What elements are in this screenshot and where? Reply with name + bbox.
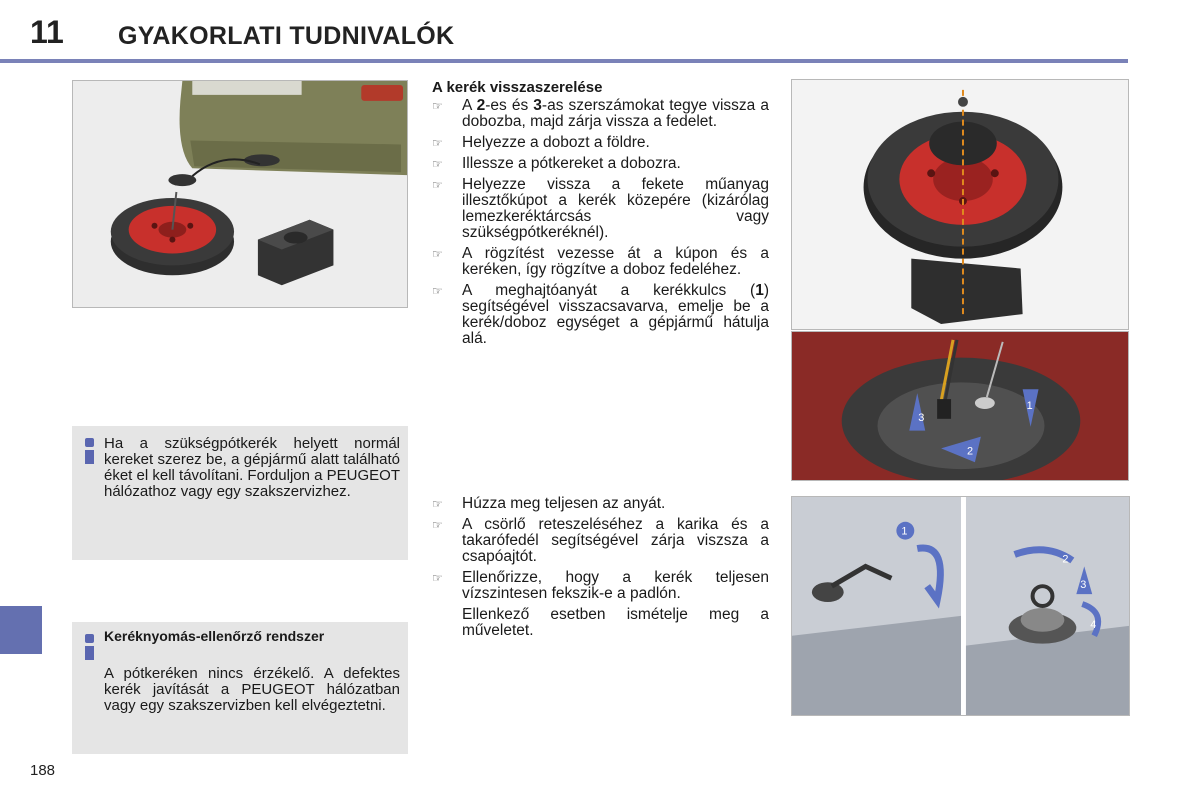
pointing-hand-icon: ☞ [432,497,443,511]
pointing-hand-icon: ☞ [432,157,443,171]
illustration-car-spare-wheel [72,80,408,308]
info-box-tyre-pressure [72,622,408,754]
illustration-winch-lock [791,496,1130,716]
repeat-note: Ellenkező esetben ismételje meg a műveletet. [462,606,769,639]
chapter-title: GYAKORLATI TUDNIVALÓK [118,22,455,50]
header-rule [0,59,1128,63]
info-box-text: A pótkeréken nincs érzékelő. A defektes kerék javítását a PEUGEOT hálózatban vagy egy szakszervizben kell elvégeztetni. [104,665,400,714]
winch-label-1: 1 [901,525,908,538]
list-item: ☞ Ellenőrizze, hogy a kerék teljesen vízszintesen fekszik-e a padlón. [432,569,769,602]
illustration-wheel-on-box [791,79,1129,330]
arrow-label-3: 3 [918,411,925,424]
list-item: ☞ A csörlő reteszeléséhez a karika és a takarófedél segítségével zárja viszsza a csapóajtót. [432,516,769,565]
list-item: ☞ A 2-es és 3-as szerszámokat tegye vissza a dobozba, majd zárja vissza a fedelet. [432,97,769,130]
winch-label-3: 3 [1080,579,1087,592]
pointing-hand-icon: ☞ [432,518,443,532]
list-item: ☞ A meghajtóanyát a kerékkulcs (1) segítségével visszacsavarva, emelje be a kerék/doboz egységet a gépjármű hátulja alá. [432,282,769,347]
pointing-hand-icon: ☞ [432,99,443,113]
list-item: ☞ A rögzítést vezesse át a kúpon és a keréken, így rögzítve a doboz fedeléhez. [432,245,769,278]
arrow-label-2: 2 [966,445,974,458]
info-box-text: Ha a szükségpótkerék helyett normál kereket szerez be, a gépjármű alatt található éket el kell távolítani. Forduljon a PEUGEOT hálózathoz vagy egy szakszervizhez. [104,435,400,500]
chapter-number: 11 [30,14,64,50]
pointing-hand-icon: ☞ [432,571,443,585]
chapter-side-tab [0,606,42,654]
pointing-hand-icon: ☞ [432,136,443,150]
illustration-fixing-nut-arrows [791,331,1129,481]
section-heading: A kerék visszaszerelése [432,79,603,96]
winch-label-4: 4 [1090,618,1097,631]
pointing-hand-icon: ☞ [432,284,443,298]
list-item: ☞ Húzza meg teljesen az anyát. [432,495,666,512]
steps-list-upper [432,98,769,352]
pointing-hand-icon: ☞ [432,178,443,192]
winch-label-2: 2 [1062,553,1069,566]
steps-list-lower [432,496,769,639]
info-box-title: Keréknyomás-ellenőrző rendszer [104,628,325,644]
info-box-normal-wheel [72,426,408,560]
list-item: ☞ Helyezze a dobozt a földre. [432,134,650,151]
arrow-label-1: 1 [1026,399,1033,412]
pointing-hand-icon: ☞ [432,247,443,261]
list-item: ☞ Helyezze vissza a fekete műanyag illesztőkúpot a kerék közepére (kizárólag lemezkeréktárcsás vagy szükségpótkeréknél). [432,176,769,241]
page-number: 188 [30,762,56,779]
list-item: ☞ Illessze a pótkereket a dobozra. [432,155,681,172]
